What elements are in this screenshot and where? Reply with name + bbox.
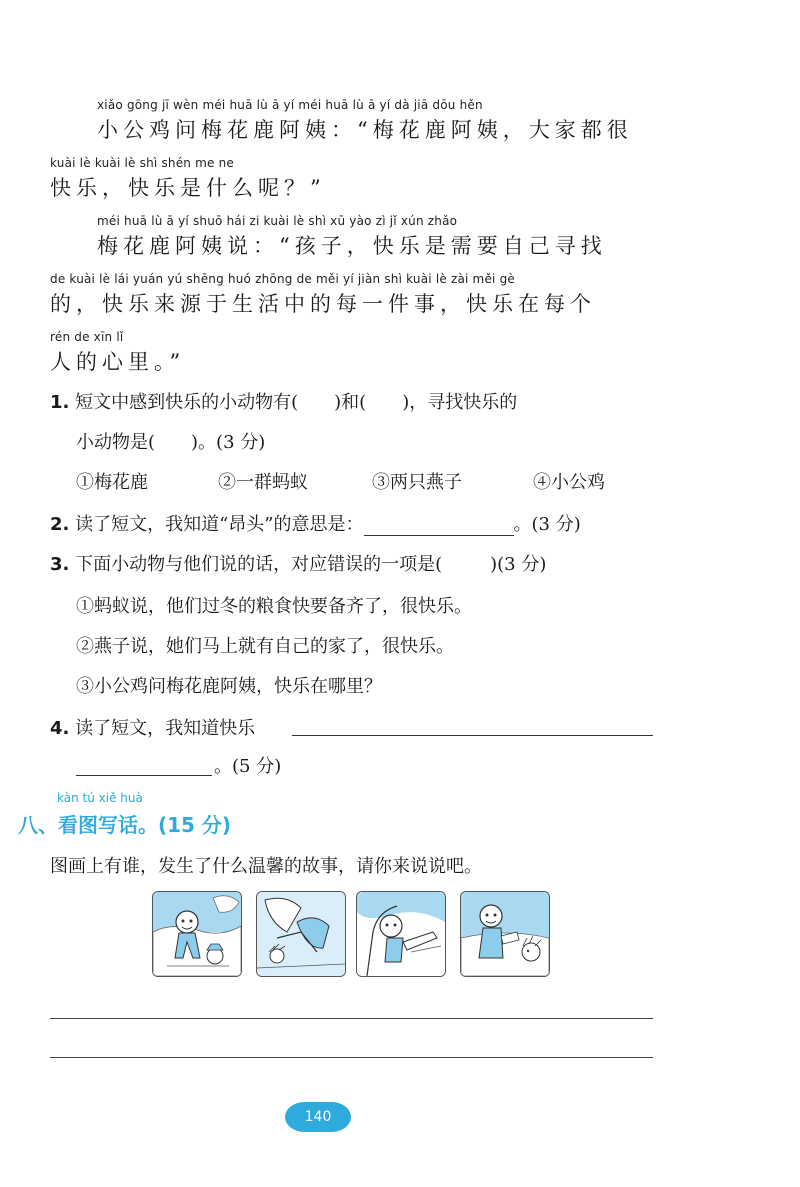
q3-option-2: ②燕子说，她们马上就有自己的家了，很快乐。 — [76, 636, 454, 657]
picture-panel-3 — [356, 891, 446, 977]
page-number: 140 — [285, 1102, 351, 1132]
q3-option-1: ①蚂蚁说，他们过冬的粮食快要备齐了，很快乐。 — [76, 596, 472, 617]
question-4: 4. 读了短文，我知道快乐 — [50, 718, 256, 739]
pinyin-line-2: kuài lè kuài lè shì shén me ne — [50, 156, 234, 170]
question-2: 2. 读了短文，我知道“昂头”的意思是： 。(3 分) — [50, 514, 581, 535]
passage-line-1: 小公鸡问梅花鹿阿姨：“梅花鹿阿姨，大家都很 — [97, 118, 633, 142]
pinyin-line-4: de kuài lè lái yuán yú shēng huó zhōng de měi yí jiàn shì kuài lè zài měi gè — [50, 272, 515, 286]
question-4-score: 。(5 分) — [214, 756, 282, 777]
q3-option-3: ③小公鸡问梅花鹿阿姨，快乐在哪里？ — [76, 676, 382, 697]
writing-line-2[interactable] — [50, 1057, 653, 1058]
section-title: 八、看图写话。(15 分) — [18, 813, 232, 837]
q1-option-3: ③两只燕子 — [372, 472, 462, 493]
section-pinyin: kàn tú xiě huà — [57, 791, 143, 805]
picture-panel-2 — [256, 891, 346, 977]
answer-line[interactable] — [364, 517, 514, 536]
answer-line[interactable] — [76, 775, 212, 776]
passage-line-5: 人的心里。” — [50, 350, 186, 374]
question-3: 3. 下面小动物与他们说的话，对应错误的一项是( )(3 分) — [50, 554, 547, 575]
passage-line-4: 的，快乐来源于生活中的每一件事，快乐在每个 — [50, 292, 596, 316]
question-1-line-2: 小动物是( )。(3 分) — [76, 432, 266, 453]
pinyin-line-3: méi huā lù ā yí shuō hái zi kuài lè shì xū yào zì jǐ xún zhǎo — [97, 214, 458, 228]
section-prompt: 图画上有谁，发生了什么温馨的故事，请你来说说吧。 — [50, 856, 482, 877]
passage-line-3: 梅花鹿阿姨说：“孩子，快乐是需要自己寻找 — [97, 234, 607, 258]
picture-panel-4 — [460, 891, 550, 977]
writing-line-1[interactable] — [50, 1018, 653, 1019]
pinyin-line-5: rén de xīn lǐ — [50, 330, 124, 344]
q1-option-4: ④小公鸡 — [533, 472, 605, 493]
q1-option-2: ②一群蚂蚁 — [218, 472, 308, 493]
answer-line[interactable] — [292, 735, 653, 736]
question-number: 1. — [50, 392, 70, 413]
question-1: 1. 短文中感到快乐的小动物有( )和( )，寻找快乐的 — [50, 392, 518, 413]
passage-line-2: 快乐，快乐是什么呢？” — [50, 176, 326, 200]
pinyin-line-1: xiǎo gōng jī wèn méi huā lù ā yí méi huā lù ā yí dà jiā dōu hěn — [97, 98, 483, 112]
picture-panel-1 — [152, 891, 242, 977]
q1-option-1: ①梅花鹿 — [76, 472, 148, 493]
